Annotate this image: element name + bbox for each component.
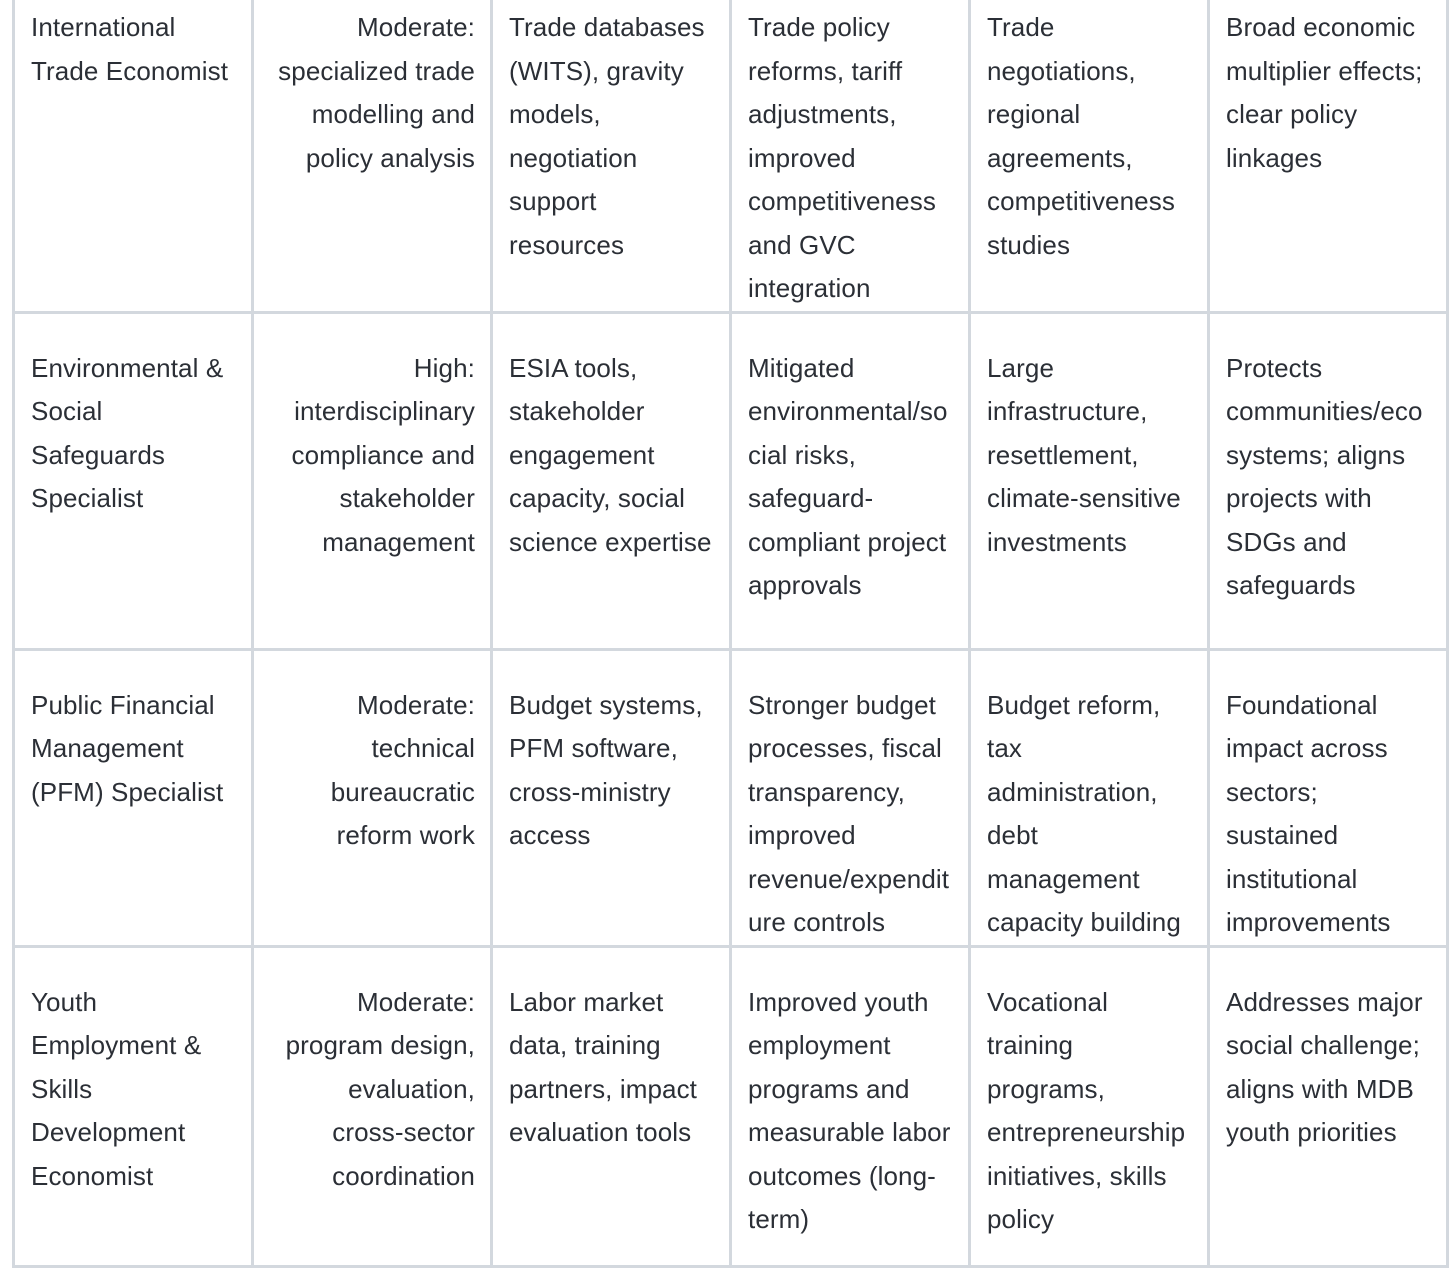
project-types-cell: Budget reform, tax administration, debt management capacity building (970, 649, 1209, 946)
table-row (14, 312, 1448, 649)
comparison-table-container (12, 0, 1446, 1268)
outcomes-cell: Trade policy reforms, tariff adjustments, improved competitiveness and GVC integration (731, 0, 970, 312)
table-row (14, 0, 1448, 312)
project-types-cell: Trade negotiations, regional agreements, competitiveness studies (970, 0, 1209, 312)
table-row (14, 649, 1448, 946)
project-types-cell: Large infrastructure, resettlement, climate-sensitive investments (970, 312, 1209, 649)
resources-cell: Budget systems, PFM software, cross-ministry access (492, 649, 731, 946)
impact-cell: Foundational impact across sectors; sustained institutional improvements (1209, 649, 1448, 946)
project-types-cell: Vocational training programs, entrepreneurship initiatives, skills policy (970, 946, 1209, 1266)
role-cell: Environmental & Social Safeguards Specialist (14, 312, 253, 649)
table-row (14, 946, 1448, 1266)
resources-cell: ESIA tools, stakeholder engagement capacity, social science expertise (492, 312, 731, 649)
role-cell: Public Financial Management (PFM) Specialist (14, 649, 253, 946)
role-cell: Youth Employment & Skills Development Economist (14, 946, 253, 1266)
outcomes-cell: Mitigated environmental/social risks, safeguard-compliant project approvals (731, 312, 970, 649)
impact-cell: Addresses major social challenge; aligns with MDB youth priorities (1209, 946, 1448, 1266)
complexity-cell: Moderate: program design, evaluation, cross-sector coordination (253, 946, 492, 1266)
comparison-table (12, 0, 1449, 1268)
complexity-cell: High: interdisciplinary compliance and stakeholder management (253, 312, 492, 649)
impact-cell: Broad economic multiplier effects; clear policy linkages (1209, 0, 1448, 312)
role-cell: International Trade Economist (14, 0, 253, 312)
outcomes-cell: Stronger budget processes, fiscal transparency, improved revenue/expenditure controls (731, 649, 970, 946)
outcomes-cell: Improved youth employment programs and measurable labor outcomes (long-term) (731, 946, 970, 1266)
complexity-cell: Moderate: specialized trade modelling and policy analysis (253, 0, 492, 312)
resources-cell: Labor market data, training partners, impact evaluation tools (492, 946, 731, 1266)
complexity-cell: Moderate: technical bureaucratic reform work (253, 649, 492, 946)
resources-cell: Trade databases (WITS), gravity models, negotiation support resources (492, 0, 731, 312)
impact-cell: Protects communities/ecosystems; aligns projects with SDGs and safeguards (1209, 312, 1448, 649)
